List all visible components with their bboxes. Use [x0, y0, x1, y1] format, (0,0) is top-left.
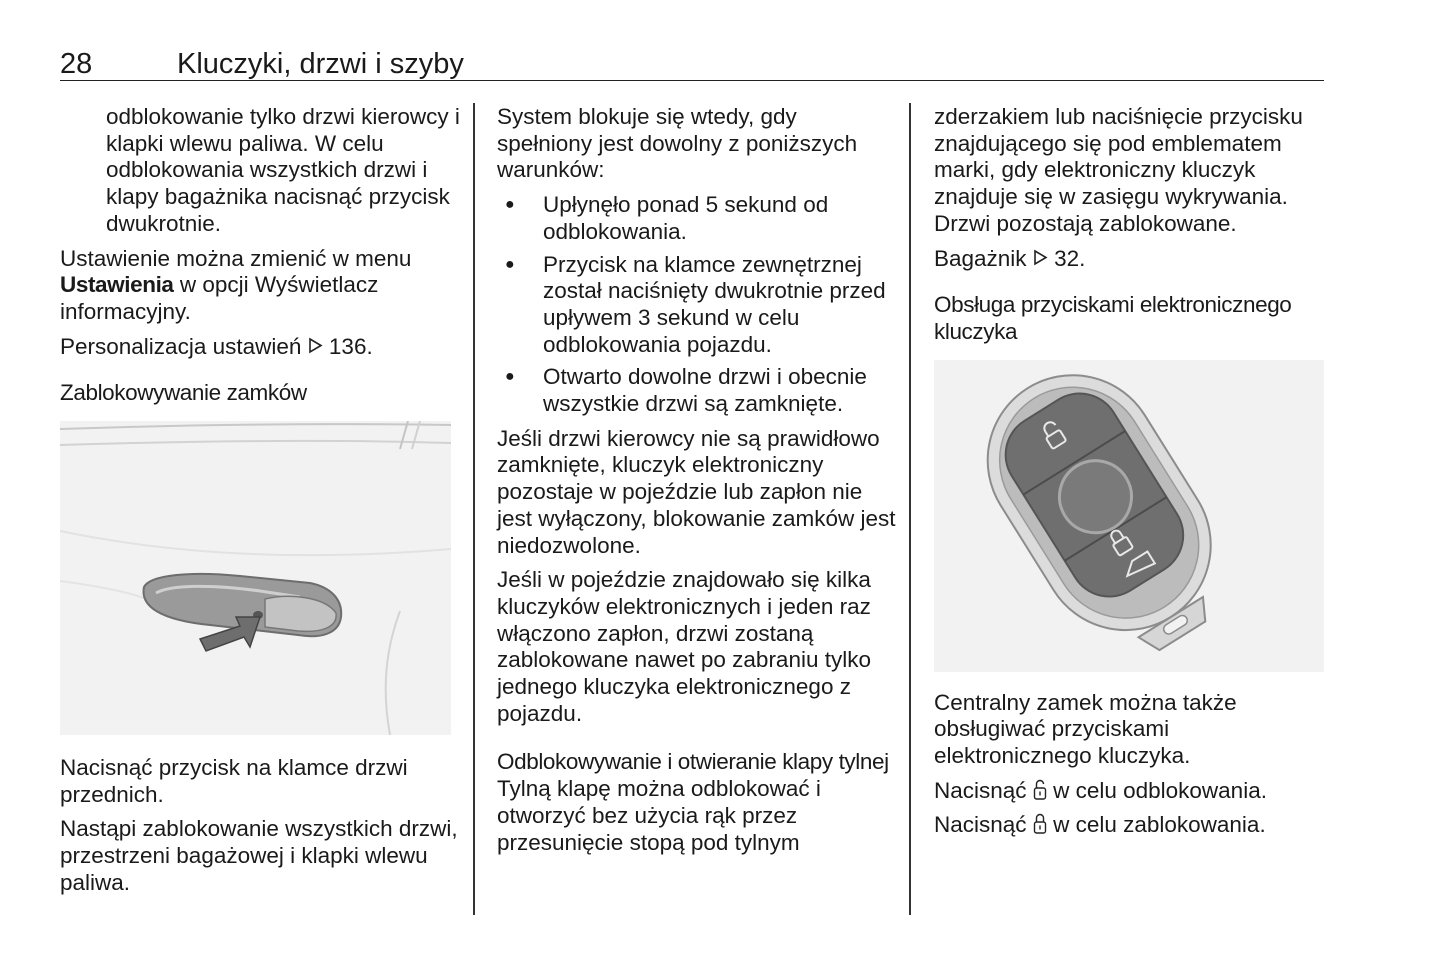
paragraph-unlock-continued: odblokowanie tylko drzwi kierowcy i klapki wlewu paliwa. W celu odblokowania wszystkich drzwi i klapy bagażnika nacisnąć przycisk dwukrotnie.	[106, 104, 460, 236]
column-divider	[473, 103, 475, 915]
paragraph-bumper: zderzakiem lub naciśnięcie przycisku znajdującego się pod emblematem marki, gdy elektroniczny kluczyk znajduje się w zasięgu wykrywania. Drzwi pozostają zablokowane.	[934, 104, 1303, 236]
section-heading-key-buttons: Obsługa przyciskami elektronicznego kluczyka	[934, 292, 1292, 344]
list-item: ● Upłynęło ponad 5 sekund od odblokowania.	[497, 192, 897, 245]
page-number: 28	[60, 48, 93, 80]
paragraph-central-lock: Centralny zamek można także obsługiwać przyciskami elektronicznego kluczyka.	[934, 689, 1237, 769]
paragraph-tailgate: Tylną klapę można odblokować i otworzyć bez użycia rąk przez przesunięcie stopą pod tylnym	[497, 776, 821, 855]
lock-icon	[1033, 813, 1047, 835]
paragraph-driver-door: Jeśli drzwi kierowcy nie są prawidłowo zamknięte, kluczyk elektroniczny pozostaje w pojeździe lub zapłon nie jest wyłączony, blokowanie zamków jest niedozwolone.	[497, 425, 896, 558]
column-divider	[909, 103, 911, 915]
conditions-list	[497, 192, 897, 418]
paragraph-lock-button: Nacisnąć w celu zablokowania.	[934, 812, 1266, 838]
section-heading-tailgate: Odblokowywanie i otwieranie klapy tylnej	[497, 749, 889, 775]
arrow-ref-icon	[308, 337, 323, 354]
section-heading-locking: Zablokowywanie zamków	[60, 380, 307, 406]
column-right	[934, 104, 1329, 847]
door-handle-illustration	[60, 421, 451, 735]
paragraph-lock-result: Nastąpi zablokowanie wszystkich drzwi, przestrzeni bagażowej i klapki wlewu paliwa.	[60, 816, 458, 895]
column-left	[60, 104, 460, 905]
page-reference: 136.	[328, 333, 373, 359]
paragraph-lock-conditions: System blokuje się wtedy, gdy spełniony jest dowolny z poniższych warunków:	[497, 104, 858, 183]
page-reference: 32.	[1054, 245, 1086, 271]
paragraph-unlock-button: Nacisnąć w celu odblokowania.	[934, 777, 1267, 803]
list-item: ● Przycisk na klamce zewnętrznej został naciśnięty dwukrotnie przed upływem 3 sekund w celu odblokowania pojazdu.	[497, 252, 897, 359]
paragraph-press-handle: Nacisnąć przycisk na klamce drzwi przednich.	[60, 755, 408, 807]
electronic-key-illustration	[934, 360, 1324, 672]
arrow-ref-icon	[1033, 249, 1048, 266]
paragraph-personalization: Personalizacja ustawień 136.	[60, 333, 373, 359]
paragraph-multiple-keys: Jeśli w pojeździe znajdowało się kilka kluczyków elektronicznych i jeden raz włączono zapłon, drzwi zostaną zablokowane nawet po zabraniu tylko jednego kluczyka elektronicznego z pojazdu.	[497, 567, 871, 726]
page-header	[60, 44, 1324, 81]
unlock-icon	[1033, 779, 1047, 801]
chapter-title: Kluczyki, drzwi i szyby	[177, 48, 464, 80]
column-middle	[497, 104, 897, 864]
list-item: ● Otwarto dowolne drzwi i obecnie wszystkie drzwi są zamknięte.	[497, 364, 897, 417]
settings-menu-name: Ustawienia	[60, 272, 174, 298]
paragraph-trunk-ref: Bagażnik 32.	[934, 245, 1086, 271]
paragraph-settings: Ustawienie można zmienić w menu Ustawienia w opcji Wyświetlacz informacyjny.	[60, 245, 412, 324]
